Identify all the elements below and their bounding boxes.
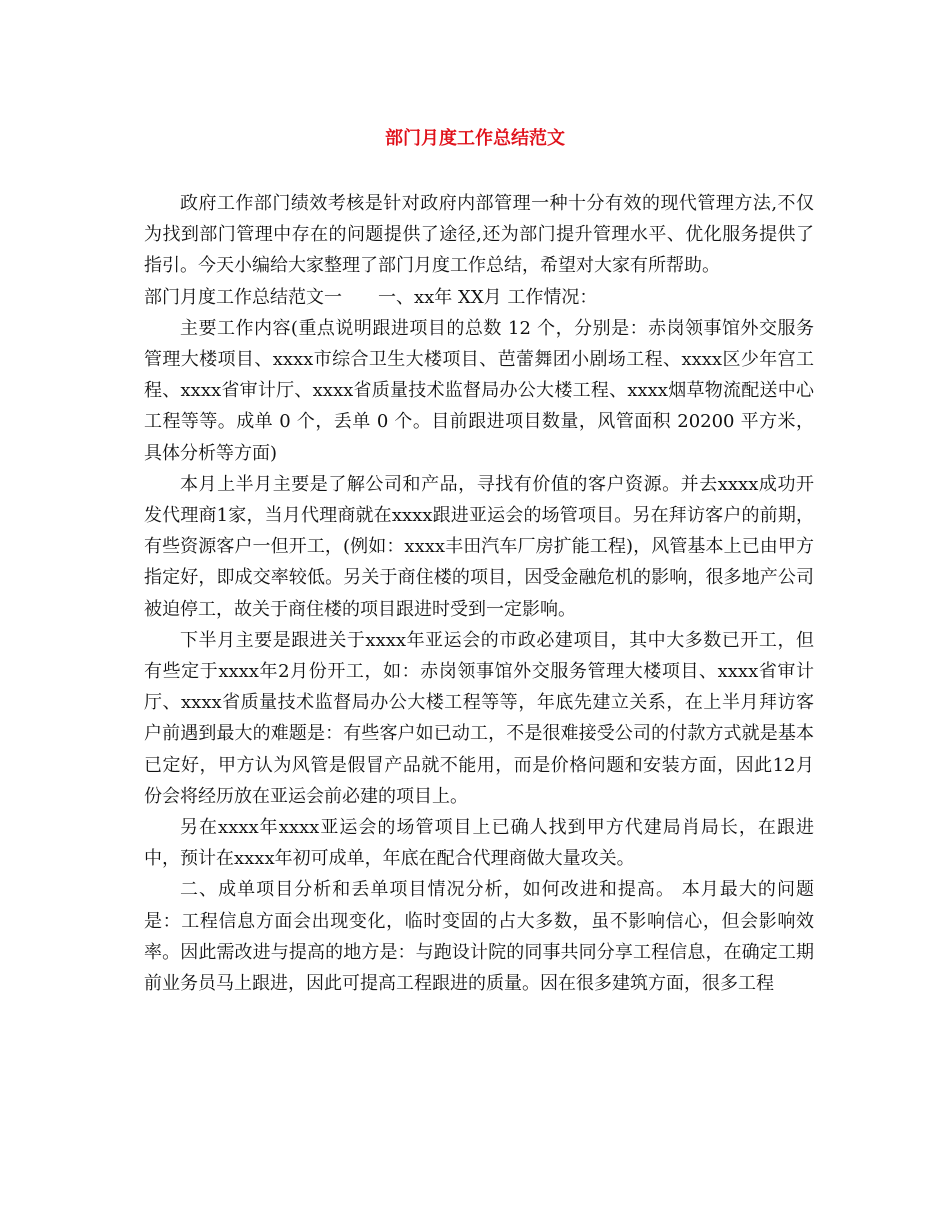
paragraph-intro: 政府工作部门绩效考核是针对政府内部管理一种十分有效的现代管理方法,不仅为找到部门管理中存在的问题提供了途径,还为部门提升管理水平、优化服务提供了指引。今天小编给大家整理了部门月度工作总结，希望对大家有所帮助。 [144,193,814,277]
paragraph-main-work: 主要工作内容(重点说明跟进项目的总数 12 个，分别是：赤岗领事馆外交服务管理大楼项目、xxxx市综合卫生大楼项目、芭蕾舞团小剧场工程、xxxx区少年宫工程、xxxx省审计厅、xxxx省质量技术监督局办公大楼工程、xxxx烟草物流配送中心工程等等。成单 0 个，丢单 0 个。目前跟进项目数量，风管面积 20200 平方米，具体分析等方面) [144,317,814,464]
paragraph-second-half-month: 下半月主要是跟进关于xxxx年亚运会的市政必建项目，其中大多数已开工，但有些定于xxxx年2月份开工，如：赤岗领事馆外交服务管理大楼项目、xxxx省审计厅、xxxx省质量技术监督局办公大楼工程等等，年底先建立关系，在上半月拜访客户前遇到最大的难题是：有些客户如已动工，不是很难接受公司的付款方式就是基本已定好，甲方认为风管是假冒产品就不能用，而是价格问题和安装方面，因此12月份会将经历放在亚运会前必建的项目上。 [144,629,814,807]
document-title: 部门月度工作总结范文 [385,128,565,149]
document-body [144,188,814,999]
paragraph-first-half-month: 本月上半月主要是了解公司和产品，寻找有价值的客户资源。并去xxxx成功开发代理商1家，当月代理商就在xxxx跟进亚运会的场管项目。另在拜访客户的前期，有些资源客户一但开工，(例如：xxxx丰田汽车厂房扩能工程)，风管基本上已由甲方指定好，即成交率较低。另关于商住楼的项目，因受金融危机的影响，很多地产公司被迫停工，故关于商住楼的项目跟进时受到一定影响。 [144,473,814,620]
paragraph-asian-games-project: 另在xxxx年xxxx亚运会的场管项目上已确人找到甲方代建局肖局长，在跟进中，预计在xxxx年初可成单，年底在配合代理商做大量攻关。 [144,817,814,870]
paragraph-section-heading: 部门月度工作总结范文一 一、xx年 XX月 工作情况： [144,286,598,308]
paragraph-analysis: 二、成单项目分析和丢单项目情况分析，如何改进和提高。 本月最大的问题是：工程信息方面会出现变化，临时变固的占大多数，虽不影响信心，但会影响效率。因此需改进与提高的地方是：与跑设计院的同事共同分享工程信息，在确定工期前业务员马上跟进，因此可提高工程跟进的质量。因在很多建筑方面，很多工程 [144,879,814,995]
